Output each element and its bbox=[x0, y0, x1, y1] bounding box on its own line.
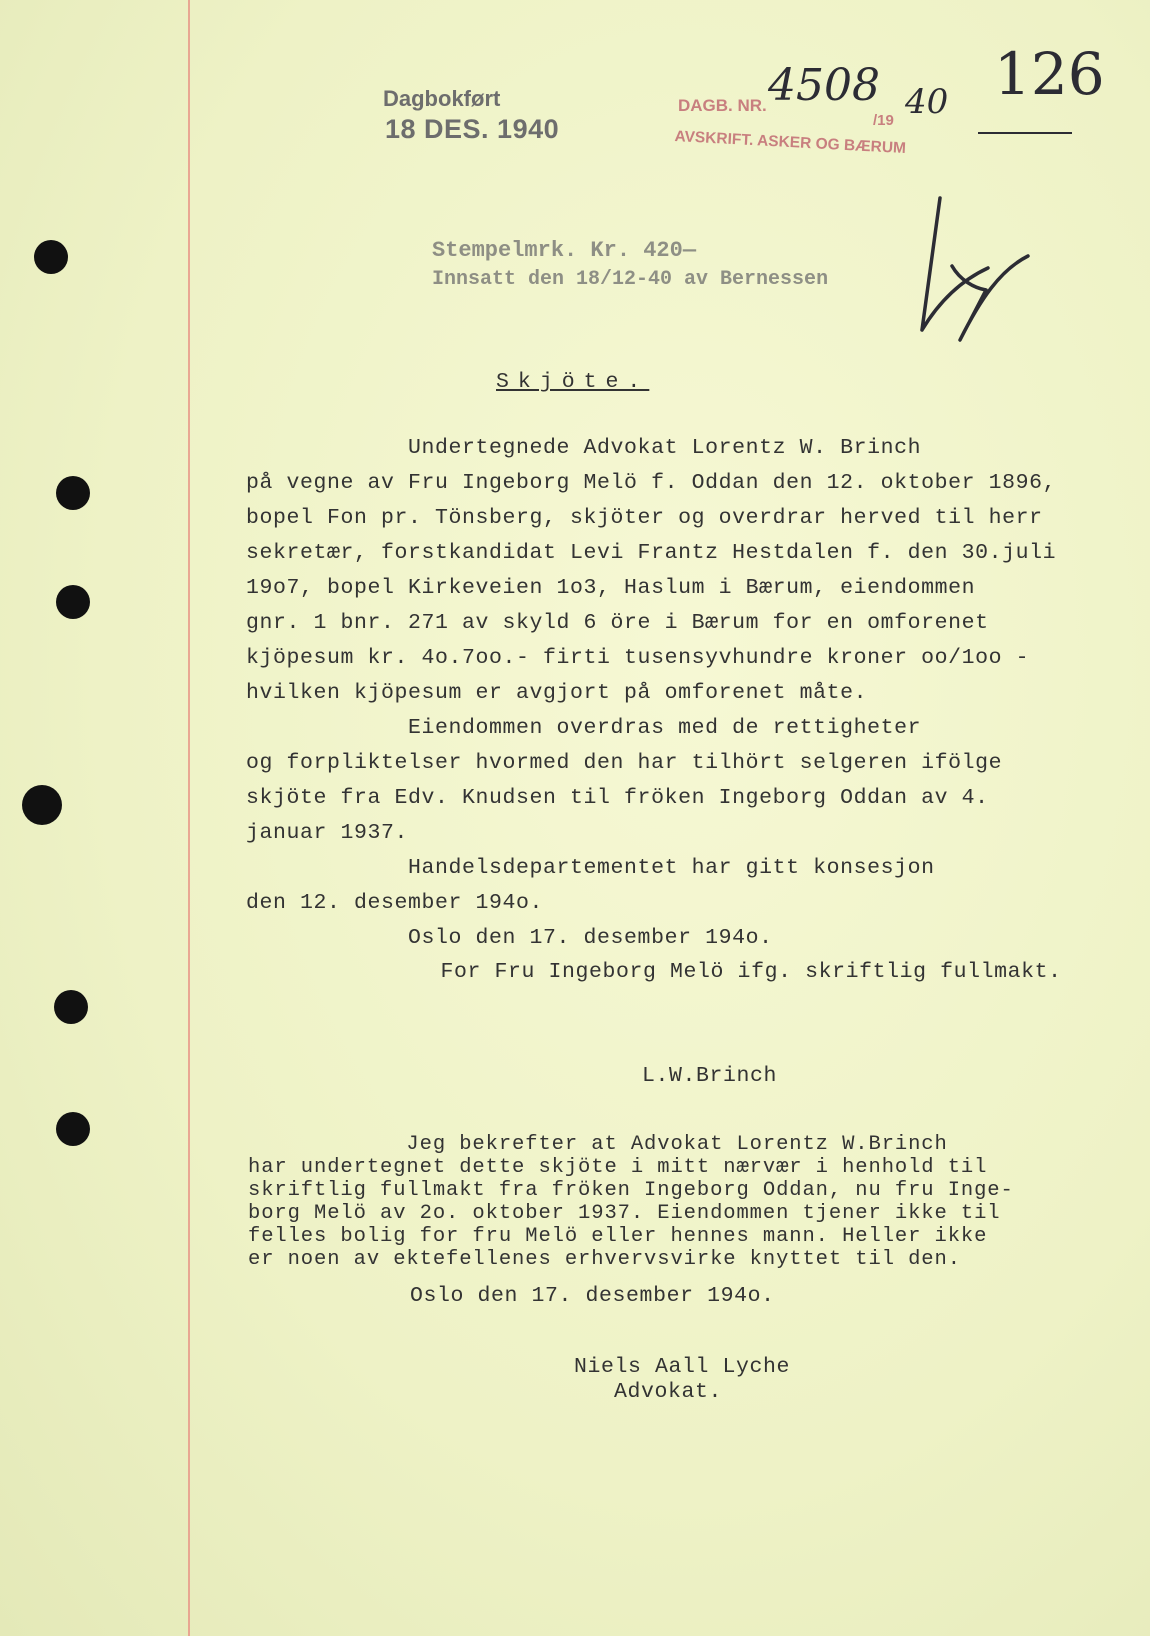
stempel-stamp-line2: Innsatt den 18/12-40 av Bernessen bbox=[432, 268, 829, 291]
document-title: Skjöte. bbox=[496, 370, 650, 394]
text-line: bopel Fon pr. Tönsberg, skjöter og overdrar herved til herr bbox=[246, 506, 1043, 530]
signature-lyche-title: Advokat. bbox=[614, 1380, 723, 1404]
folio-underline bbox=[978, 132, 1072, 134]
place-date-line-2: Oslo den 17. desember 194o. bbox=[248, 1284, 775, 1308]
text-line: skjöte fra Edv. Knudsen til fröken Ingeborg Oddan av 4. bbox=[246, 786, 989, 810]
text-line: Handelsdepartementet har gitt konsesjon bbox=[246, 856, 935, 880]
punch-hole-icon bbox=[54, 990, 88, 1024]
avskrift-stamp: AVSKRIFT. ASKER OG BÆRUM bbox=[674, 128, 907, 158]
text-line: Jeg bekrefter at Advokat Lorentz W.Brinch bbox=[248, 1133, 948, 1156]
place-date-line: Oslo den 17. desember 194o. bbox=[246, 926, 773, 950]
margin-rule bbox=[188, 0, 190, 1636]
signature-brinch: L.W.Brinch bbox=[642, 1064, 778, 1088]
text-line: hvilken kjöpesum er avgjort på omforenet måte. bbox=[246, 681, 868, 705]
signature-lyche-name: Niels Aall Lyche bbox=[574, 1355, 791, 1379]
dagb-nr-value: 4508 bbox=[768, 60, 880, 111]
dagbokfort-stamp-date: 18 DES. 1940 bbox=[385, 114, 560, 144]
text-line: 19o7, bopel Kirkeveien 1o3, Haslum i Bærum, eiendommen bbox=[246, 576, 976, 600]
punch-hole-icon bbox=[56, 1112, 90, 1146]
text-line: er noen av ektefellenes erhvervsvirke knyttet til den. bbox=[248, 1248, 961, 1271]
text-line: sekretær, forstkandidat Levi Frantz Hestdalen f. den 30.juli bbox=[246, 541, 1057, 565]
text-line: felles bolig for fru Melö eller hennes mann. Heller ikke bbox=[248, 1225, 988, 1248]
punch-hole-icon bbox=[56, 585, 90, 619]
proxy-line: For Fru Ingeborg Melö ifg. skriftlig fullmakt. bbox=[346, 960, 1062, 984]
text-line: Eiendommen overdras med de rettigheter bbox=[246, 716, 922, 740]
text-line: gnr. 1 bnr. 271 av skyld 6 öre i Bærum for en omforenet bbox=[246, 611, 989, 635]
folio-number: 126 bbox=[994, 40, 1105, 108]
text-line: Undertegnede Advokat Lorentz W. Brinch bbox=[246, 436, 922, 460]
text-line: borg Melö av 2o. oktober 1937. Eiendommen tjener ikke til bbox=[248, 1202, 1001, 1225]
text-line: januar 1937. bbox=[246, 821, 409, 845]
text-line: på vegne av Fru Ingeborg Melö f. Oddan den 12. oktober 1896, bbox=[246, 471, 1057, 495]
text-line: har undertegnet dette skjöte i mitt nærvær i henhold til bbox=[248, 1156, 988, 1179]
dagb-nr-year: 40 bbox=[905, 82, 949, 122]
punch-hole-icon bbox=[56, 476, 90, 510]
text-line: kjöpesum kr. 4o.7oo.- firti tusensyvhundre kroner oo/1oo - bbox=[246, 646, 1030, 670]
dagbokfort-stamp-label: Dagbokført bbox=[383, 86, 501, 111]
text-line: og forpliktelser hvormed den har tilhört selgeren ifölge bbox=[246, 751, 1003, 775]
handwritten-initials-icon bbox=[900, 180, 1050, 350]
punch-hole-icon bbox=[34, 240, 68, 274]
stempel-stamp-line1: Stempelmrk. Kr. 420— bbox=[432, 238, 697, 263]
punch-hole-icon bbox=[22, 785, 62, 825]
text-line: skriftlig fullmakt fra fröken Ingeborg Oddan, nu fru Inge- bbox=[248, 1179, 1014, 1202]
dagb-nr-year-prefix: /19 bbox=[873, 112, 894, 129]
dagb-nr-label: DAGB. NR. bbox=[678, 96, 767, 115]
text-line: den 12. desember 194o. bbox=[246, 891, 544, 915]
